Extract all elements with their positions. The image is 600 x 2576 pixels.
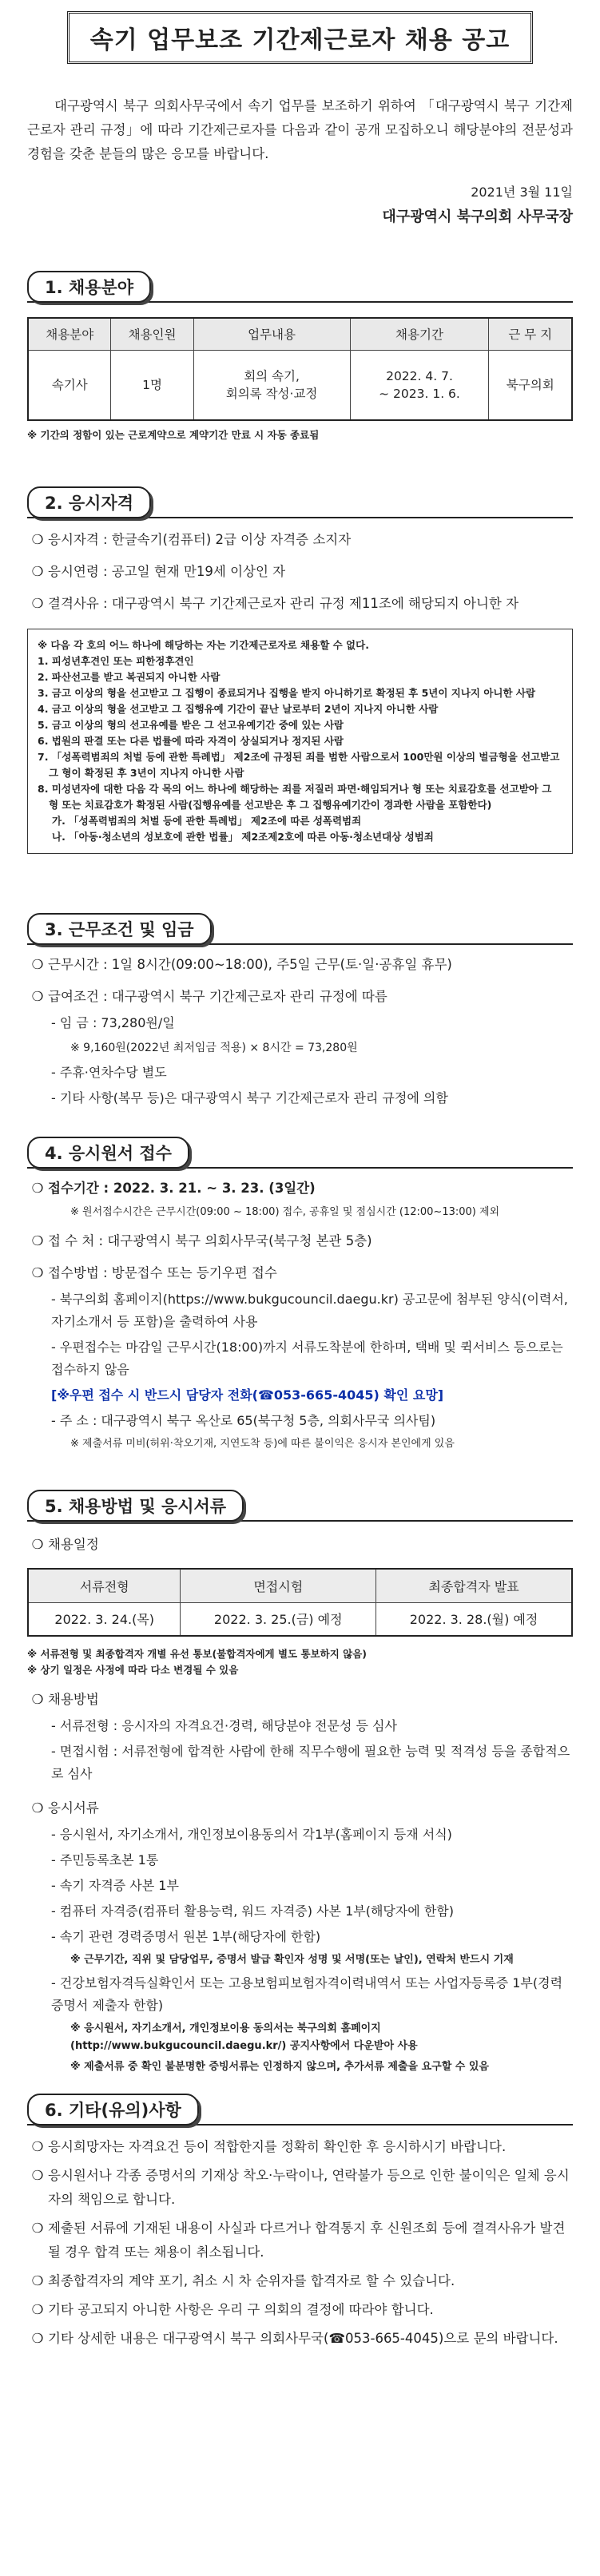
list-item: 제출된 서류에 기재된 내용이 사실과 다르거나 합격통지 후 신원조회 등에 결격사유가 발견 될 경우 합격 또는 채용이 취소됩니다. <box>48 2221 566 2260</box>
list-item: 가. 「성폭력범죄의 처벌 등에 관한 특례법」 제2조에 따른 성폭력범죄 <box>52 815 362 827</box>
list-item: 접수기간 : 2022. 3. 21. ~ 3. 23. (3일간) <box>48 1181 316 1196</box>
section-heading: 1. 채용분야 <box>27 271 151 303</box>
list-item: - 건강보험자격득실확인서 또는 고용보험피보험자격이력내역서 또는 사업자등록증 1부(경력증명서 제출자 한함) <box>51 1975 563 2013</box>
disqualification-title: ※ 다음 각 호의 어느 하나에 해당하는 자는 기간제근로자로 채용할 수 없다. <box>38 639 369 651</box>
list-item: - 주휴·연차수당 별도 <box>51 1065 167 1080</box>
page-title: 속기 업무보조 기간제근로자 채용 공고 <box>67 11 533 64</box>
table-cell: 북구의회 <box>489 350 572 420</box>
section-heading: 6. 기타(유의)사항 <box>27 2094 199 2125</box>
circle-bullet-icon: ❍ <box>31 2302 44 2317</box>
section-heading: 2. 응시자격 <box>27 486 151 518</box>
list-item: ※ 원서접수시간은 근무시간(09:00 ~ 18:00) 접수, 공휴일 및 점심시간 (12:00~13:00) 제외 <box>70 1206 500 1218</box>
table-header: 업무내용 <box>193 318 350 350</box>
list-item: ※ 제출서류 중 확인 불분명한 증빙서류는 인정하지 않으며, 추가서류 제출을 요구할 수 있음 <box>70 2061 489 2073</box>
list-item: 접수방법 : 방문접수 또는 등기우편 접수 <box>48 1265 277 1280</box>
table-header: 근 무 지 <box>489 318 572 350</box>
circle-bullet-icon: ❍ <box>31 989 44 1004</box>
announcement-date: 2021년 3월 11일 <box>471 185 573 200</box>
section-application <box>27 1137 573 1453</box>
list-item: 4. 금고 이상의 형을 선고받고 그 집행유예 기간이 끝난 날로부터 2년이 지나지 아니한 사람 <box>38 703 439 715</box>
list-item: 기타 상세한 내용은 대구광역시 북구 의회사무국(☎053-665-4045)으로 문의 바랍니다. <box>48 2331 558 2346</box>
list-item: 접 수 처 : 대구광역시 북구 의회사무국(북구청 본관 5층) <box>48 1233 372 1248</box>
list-item: 3. 금고 이상의 형을 선고받고 그 집행이 종료되거나 집행을 받지 아니하기로 확정된 후 5년이 지나지 아니한 사람 <box>38 687 536 699</box>
section-selection <box>27 1490 573 2076</box>
list-item: 응시자격 : 한글속기(컴퓨터) 2급 이상 자격증 소지자 <box>48 532 352 547</box>
table-header: 서류전형 <box>28 1569 181 1602</box>
table-header: 최종합격자 발표 <box>376 1569 572 1602</box>
list-item: 응시서류 <box>48 1800 99 1816</box>
list-item: - 우편접수는 마감일 근무시간(18:00)까지 서류도착분에 한하며, 택배 및 퀵서비스 등으로는 접수하지 않음 <box>51 1340 563 1377</box>
intro-paragraph: 대구광역시 북구 의회사무국에서 속기 업무를 보조하기 위하여 「대구광역시 북구 기간제근로자 관리 규정」에 따라 기간제근로자를 다음과 같이 공개 모집하오니 해당분야의 전문성과 경험을 갖춘 분들의 많은 응모를 바랍니다. <box>27 98 573 161</box>
issuing-organization: 대구광역시 북구의회 사무국장 <box>382 208 573 225</box>
table-cell: 1명 <box>111 350 193 420</box>
list-item: 응시연령 : 공고일 현재 만19세 이상인 자 <box>48 564 286 579</box>
table-header: 채용분야 <box>28 318 111 350</box>
table-note: ※ 서류전형 및 최종합격자 개별 유선 통보(불합격자에게 별도 통보하지 않음) <box>27 1648 367 1660</box>
table-cell: 2022. 4. 7. ~ 2023. 1. 6. <box>350 350 489 420</box>
circle-bullet-icon: ❍ <box>31 2168 44 2183</box>
list-item: 결격사유 : 대구광역시 북구 기간제근로자 관리 규정 제11조에 해당되지 아니한 자 <box>48 596 519 611</box>
disqualification-box <box>27 629 573 854</box>
table-header: 면접시험 <box>181 1569 376 1602</box>
circle-bullet-icon: ❍ <box>31 2331 44 2346</box>
section-heading: 5. 채용방법 및 응시서류 <box>27 1490 244 1522</box>
table-cell: 2022. 3. 25.(금) 예정 <box>181 1602 376 1636</box>
phone-confirm-note: [※우편 접수 시 반드시 담당자 전화(☎053-665-4045) 확인 요망] <box>51 1387 444 1403</box>
section-recruitment-field <box>27 271 573 442</box>
list-item: 최종합격자의 계약 포기, 취소 시 차 순위자를 합격자로 할 수 있습니다. <box>48 2273 455 2288</box>
section-notes <box>27 2094 573 2351</box>
list-item: - 임 금 : 73,280원/일 <box>51 1015 175 1030</box>
list-item: 급여조건 : 대구광역시 북구 기간제근로자 관리 규정에 따름 <box>48 989 387 1004</box>
list-item: - 기타 사항(복무 등)은 대구광역시 북구 기간제근로자 관리 규정에 의함 <box>51 1090 448 1105</box>
circle-bullet-icon: ❍ <box>31 2139 44 2154</box>
list-item: - 북구의회 홈페이지(https://www.bukgucouncil.daegu.kr) 공고문에 첨부된 양식(이력서, 자기소개서 등 포함)을 출력하여 사용 <box>51 1292 568 1329</box>
list-item: 채용방법 <box>48 1692 99 1707</box>
circle-bullet-icon: ❍ <box>31 2221 44 2236</box>
table-cell: 2022. 3. 24.(목) <box>28 1602 181 1636</box>
circle-bullet-icon: ❍ <box>31 1537 44 1552</box>
list-item: - 속기 자격증 사본 1부 <box>51 1878 179 1893</box>
list-item: 응시원서나 각종 증명서의 기재상 착오·누락이나, 연락불가 등으로 인한 불이익은 일체 응시자의 책임으로 합니다. <box>48 2168 570 2207</box>
table-cell: 2022. 3. 28.(월) 예정 <box>376 1602 572 1636</box>
list-item: - 속기 관련 경력증명서 원본 1부(해당자에 한함) <box>51 1929 321 1944</box>
table-cell: 속기사 <box>28 350 111 420</box>
list-item: 나. 「아동·청소년의 성보호에 관한 법률」 제2조제2호에 따른 아동·청소년대상 성범죄 <box>52 831 434 843</box>
list-item: 근무시간 : 1일 8시간(09:00~18:00), 주5일 근무(토·일·공휴일 휴무) <box>48 957 452 972</box>
list-item: - 면접시험 : 서류전형에 합격한 사람에 한해 직무수행에 필요한 능력 및 적격성 등을 종합적으로 심사 <box>51 1744 570 1781</box>
list-item: 응시희망자는 자격요건 등이 적합한지를 정확히 확인한 후 응시하시기 바랍니다. <box>48 2139 507 2154</box>
circle-bullet-icon: ❍ <box>31 2273 44 2288</box>
list-item: ※ 제출서류 미비(허위·착오기재, 지연도착 등)에 따른 불이익은 응시자 본인에게 있음 <box>70 1438 455 1450</box>
table-cell: 회의 속기, 회의록 작성·교정 <box>193 350 350 420</box>
list-item: ※ 근무기간, 직위 및 담당업무, 증명서 발급 확인자 성명 및 서명(또는 날인), 연락처 반드시 기재 <box>70 1954 514 1966</box>
list-item: ※ 9,160원(2022년 최저임금 적용) × 8시간 = 73,280원 <box>70 1042 358 1054</box>
recruitment-table <box>27 317 573 421</box>
list-item: - 주 소 : 대구광역시 북구 옥산로 65(북구청 5층, 의회사무국 의사팀) <box>51 1413 436 1428</box>
circle-bullet-icon: ❍ <box>31 1181 44 1196</box>
section-heading: 4. 응시원서 접수 <box>27 1137 189 1169</box>
list-item: 5. 금고 이상의 형의 선고유예를 받은 그 선고유예기간 중에 있는 사람 <box>38 719 344 731</box>
circle-bullet-icon: ❍ <box>31 957 44 972</box>
circle-bullet-icon: ❍ <box>31 532 44 547</box>
circle-bullet-icon: ❍ <box>31 1233 44 1248</box>
list-item: 2. 파산선고를 받고 복권되지 아니한 사람 <box>38 671 221 683</box>
circle-bullet-icon: ❍ <box>31 596 44 611</box>
section-heading: 3. 근무조건 및 임금 <box>27 913 212 945</box>
circle-bullet-icon: ❍ <box>31 1692 44 1707</box>
list-item: - 응시원서, 자기소개서, 개인정보이용동의서 각1부(홈페이지 등재 서식) <box>51 1827 452 1842</box>
list-item: 기타 공고되지 아니한 사항은 우리 구 의회의 결정에 따라야 합니다. <box>48 2302 434 2317</box>
list-item: - 서류전형 : 응시자의 자격요건·경력, 해당분야 전문성 등 심사 <box>51 1718 397 1733</box>
list-item: - 주민등록초본 1통 <box>51 1852 159 1868</box>
list-item: 8. 미성년자에 대한 다음 각 목의 어느 하나에 해당하는 죄를 저질러 파면·해임되거나 형 또는 치료감호를 선고받아 그 형 또는 치료감호가 확정된 사람(집행유예를 선고받은 후 그 집행유예기간이 경과한 사람을 포함한다) <box>38 783 552 811</box>
table-header: 채용기간 <box>350 318 489 350</box>
list-item: 6. 법원의 판결 또는 다른 법률에 따라 자격이 상실되거나 정지된 사람 <box>38 735 344 747</box>
circle-bullet-icon: ❍ <box>31 1265 44 1280</box>
table-header: 채용인원 <box>111 318 193 350</box>
list-item: ※ 응시원서, 자기소개서, 개인정보이용 동의서는 북구의회 홈페이지 (http://www.bukgucouncil.daegu.kr/) 공지사항에서 다운받아 사용 <box>70 2022 418 2052</box>
circle-bullet-icon: ❍ <box>31 564 44 579</box>
table-note: ※ 상기 일정은 사정에 따라 다소 변경될 수 있음 <box>27 1664 239 1676</box>
section-qualifications <box>27 486 573 854</box>
list-item: 1. 피성년후견인 또는 피한정후견인 <box>38 655 194 667</box>
list-item: 채용일정 <box>48 1537 99 1552</box>
schedule-table <box>27 1568 573 1637</box>
section-working-conditions <box>27 913 573 1109</box>
circle-bullet-icon: ❍ <box>31 1800 44 1816</box>
list-item: - 컴퓨터 자격증(컴퓨터 활용능력, 워드 자격증) 사본 1부(해당자에 한함) <box>51 1903 455 1919</box>
table-note: ※ 기간의 정함이 있는 근로계약으로 계약기간 만료 시 자동 종료됨 <box>27 429 320 441</box>
list-item: 7. 「성폭력범죄의 처벌 등에 관한 특례법」 제2조에 규정된 죄를 범한 사람으로서 100만원 이상의 벌금형을 선고받고 그 형이 확정된 후 3년이 지나지 아니한 사람 <box>38 751 560 779</box>
